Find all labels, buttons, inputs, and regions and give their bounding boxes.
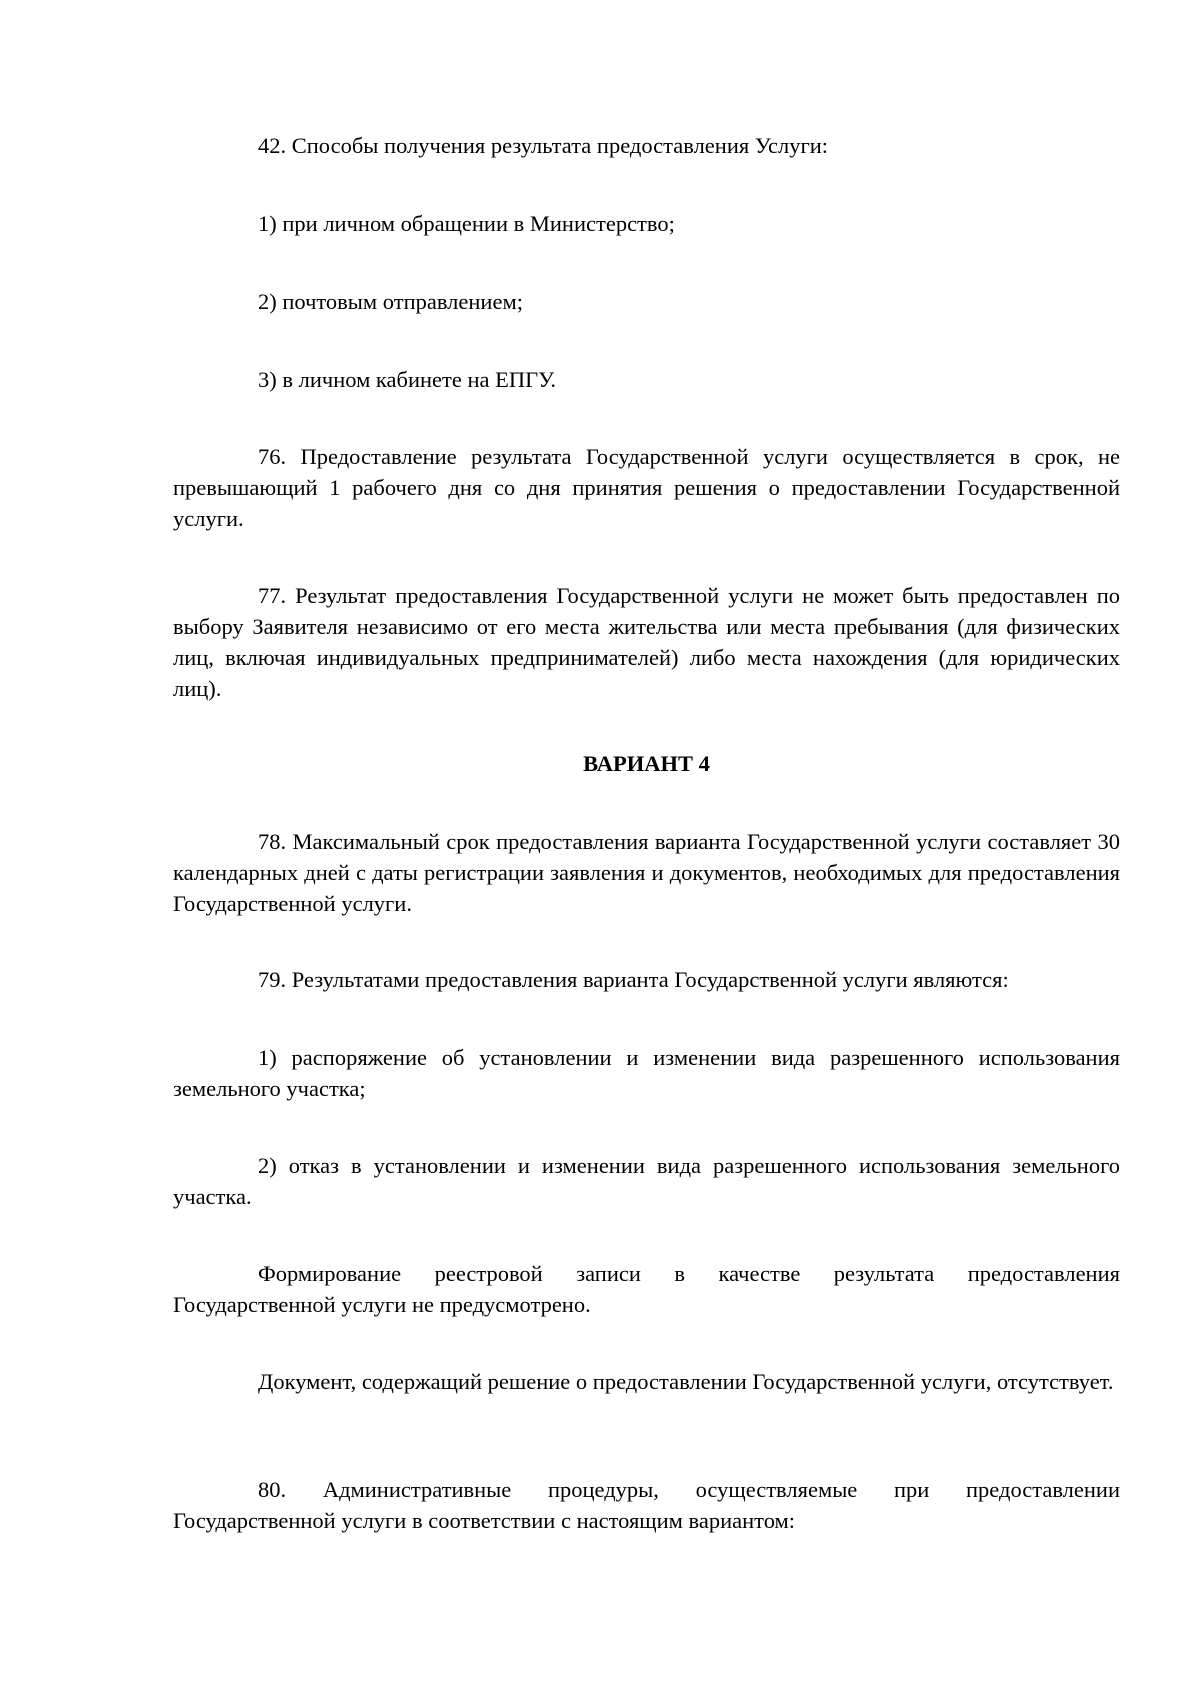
paragraph-78: 78. Максимальный срок предоставления варианта Государственной услуги составляет 30 календарных дней с даты регистрации заявления и документов, необходимых для предоставления Государственной услуги.: [173, 829, 1120, 916]
list-item-2: 2) почтовым отправлением;: [258, 289, 523, 314]
list-item-3: 3) в личном кабинете на ЕПГУ.: [258, 367, 557, 392]
paragraph-80: 80. Административные процедуры, осуществляемые при предоставлении Государственной услуги в соответствии с настоящим вариантом:: [173, 1477, 1120, 1533]
paragraph-42: 42. Способы получения результата предоставления Услуги:: [258, 133, 829, 158]
result-item-1: 1) распоряжение об установлении и изменении вида разрешенного использования земельного участка;: [173, 1045, 1120, 1101]
decision-document-note: Документ, содержащий решение о предоставлении Государственной услуги, отсутствует.: [258, 1369, 1114, 1394]
paragraph-77: 77. Результат предоставления Государственной услуги не может быть предоставлен по выбору Заявителя независимо от его места жительства или места пребывания (для физических лиц, включая индивидуальных предпринимателей) либо места нахождения (для юридических лиц).: [173, 583, 1120, 701]
result-item-2: 2) отказ в установлении и изменении вида разрешенного использования земельного участка.: [173, 1153, 1120, 1209]
paragraph-76: 76. Предоставление результата Государственной услуги осуществляется в срок, не превышающий 1 рабочего дня со дня принятия решения о предоставлении Государственной услуги.: [173, 444, 1120, 531]
registry-record-note: Формирование реестровой записи в качестве результата предоставления Государственной услуги не предусмотрено.: [173, 1261, 1120, 1317]
list-item-1: 1) при личном обращении в Министерство;: [258, 211, 675, 236]
section-heading: ВАРИАНТ 4: [583, 751, 710, 776]
paragraph-79: 79. Результатами предоставления варианта Государственной услуги являются:: [258, 967, 1009, 992]
